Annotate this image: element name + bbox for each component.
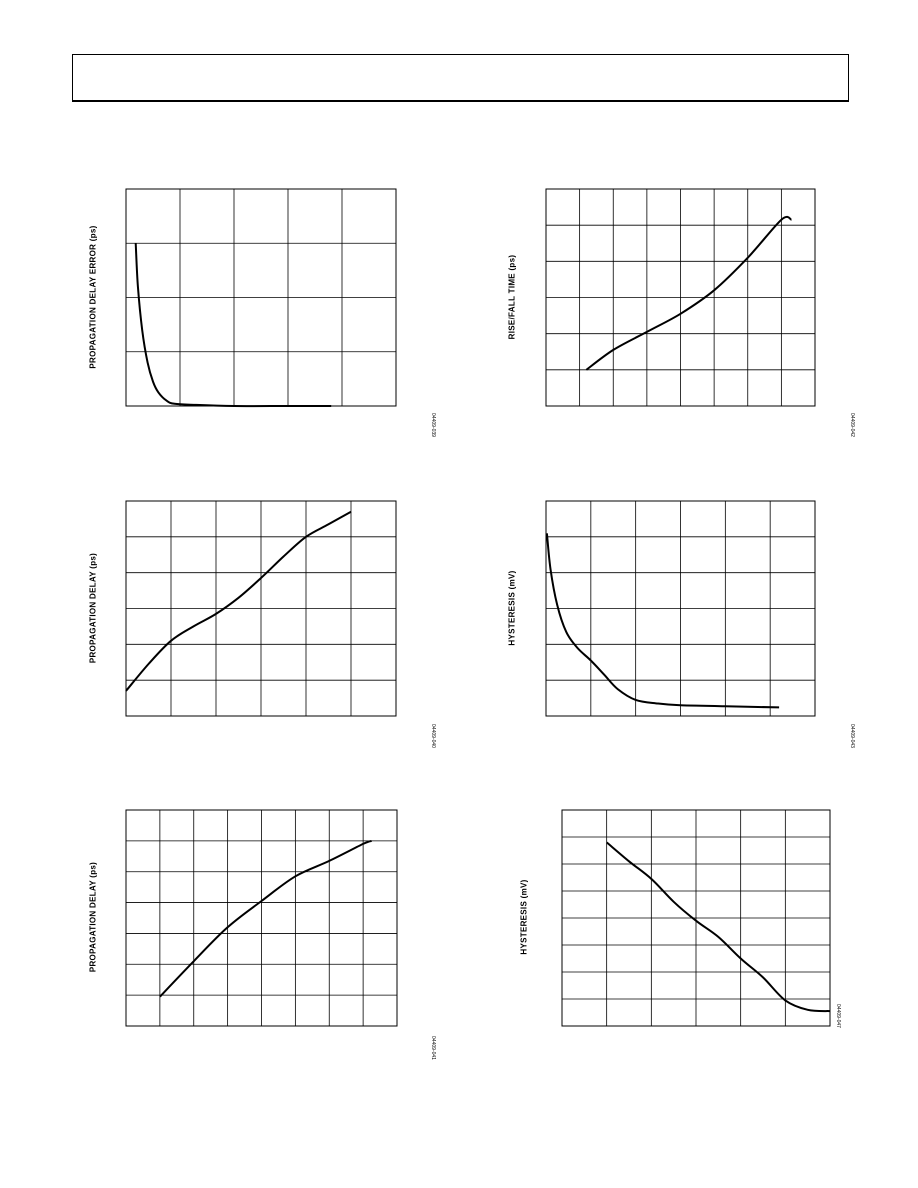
y-axis-label: RISE/FALL TIME (ps) bbox=[507, 254, 517, 340]
figure-code: 04409-039 bbox=[430, 413, 436, 437]
y-axis-label: HYSTERESIS (mV) bbox=[507, 570, 517, 646]
figure-code: 04409-047 bbox=[835, 1004, 841, 1028]
y-axis-label: PROPAGATION DELAY ERROR (ps) bbox=[88, 225, 98, 369]
series-line-0 bbox=[607, 842, 830, 1011]
figure-code: 04409-043 bbox=[849, 724, 855, 748]
figure-code: 04409-040 bbox=[430, 724, 436, 748]
y-axis-label: HYSTERESIS (mV) bbox=[519, 879, 529, 955]
y-axis-label: PROPAGATION DELAY (ps) bbox=[88, 861, 98, 973]
figure-code: 04409-041 bbox=[430, 1036, 436, 1060]
y-axis-label: PROPAGATION DELAY (ps) bbox=[88, 552, 98, 664]
figure-code: 04409-042 bbox=[849, 413, 855, 437]
